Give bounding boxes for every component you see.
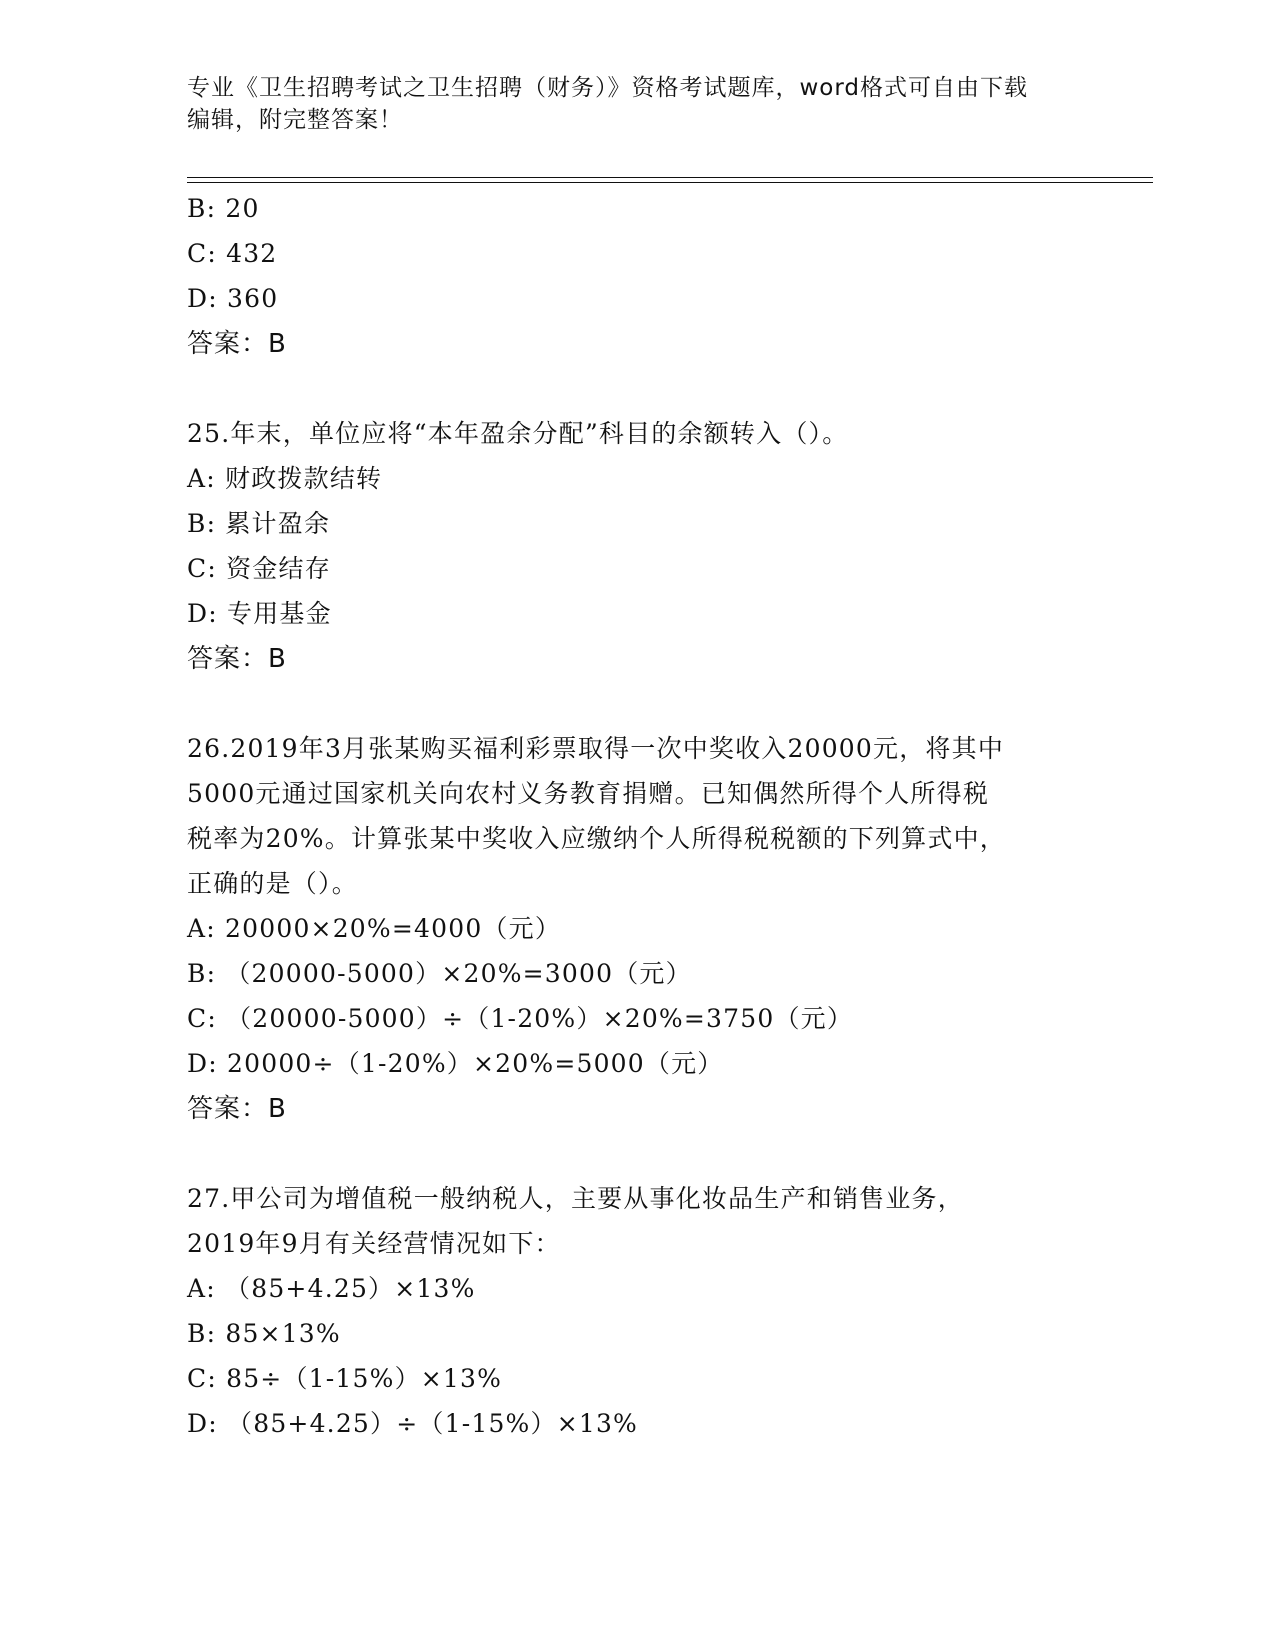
q27-option-b: B: 85×13% [187,1319,341,1348]
header-line-1: 专业《卫生招聘考试之卫生招聘（财务）》资格考试题库，word格式可自由下载 [187,75,1029,101]
prev-option-c: C: 432 [187,239,278,268]
header-line-2: 编辑，附完整答案！ [187,107,403,133]
q26-stem-line-3: 税率为20%。计算张某中奖收入应缴纳个人所得税税额的下列算式中， [187,824,1006,853]
q26-stem-line-1: 26.2019年3月张某购买福利彩票取得一次中奖收入20000元，将其中 [187,734,1005,763]
document-header [187,72,1087,136]
q27-option-c: C: 85÷（1-15%）×13% [187,1364,503,1393]
prev-option-d: D: 360 [187,284,279,313]
q25-option-b: B: 累计盈余 [187,509,331,538]
q27-stem-line-2: 2019年9月有关经营情况如下： [187,1229,561,1258]
q25-option-d: D: 专用基金 [187,599,332,628]
prev-answer: 答案：B [187,329,287,359]
q26-option-d: D: 20000÷（1-20%）×20%=5000（元） [187,1049,724,1078]
q27-option-d: D: （85+4.25）÷（1-15%）×13% [187,1409,639,1438]
q26-option-b: B: （20000-5000）×20%=3000（元） [187,959,692,988]
q25-answer: 答案：B [187,644,287,674]
q25-option-a: A: 财政拨款结转 [187,464,383,493]
q26-answer: 答案：B [187,1094,287,1124]
header-rule-top [187,177,1153,178]
q27-option-a: A: （85+4.25）×13% [187,1274,476,1303]
q26-stem-line-4: 正确的是（）。 [187,869,358,898]
q25-option-c: C: 资金结存 [187,554,331,583]
q26-option-c: C: （20000-5000）÷（1-20%）×20%=3750（元） [187,1004,854,1033]
prev-option-b: B: 20 [187,194,260,223]
header-rule-bottom [187,182,1153,183]
q25-stem: 25.年末，单位应将“本年盈余分配”科目的余额转入（）。 [187,419,849,448]
q26-option-a: A: 20000×20%=4000（元） [187,914,562,943]
q27-stem-line-1: 27.甲公司为增值税一般纳税人，主要从事化妆品生产和销售业务， [187,1184,964,1213]
q26-stem-line-2: 5000元通过国家机关向农村义务教育捐赠。已知偶然所得个人所得税 [187,779,990,808]
